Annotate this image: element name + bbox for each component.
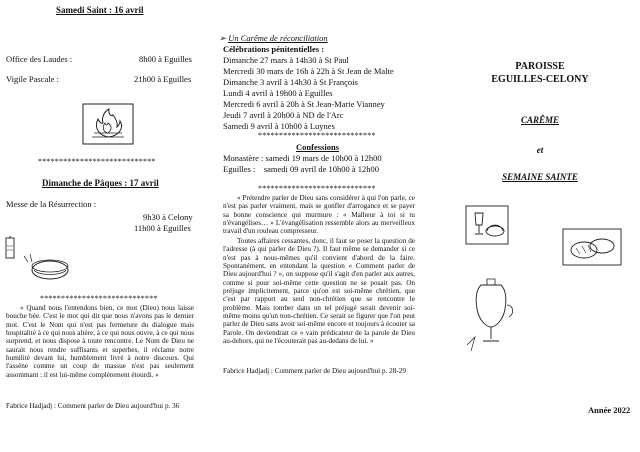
laudes-label: Office des Laudes : <box>6 54 73 64</box>
confessions-title: Confessions <box>296 142 339 152</box>
semaine-sainte-title: SEMAINE SAINTE <box>502 172 578 182</box>
arrow-icon: ➢ <box>219 33 227 43</box>
messe-time-2: 11h00 à Eguilles <box>134 223 191 233</box>
left-quote: « Quand nous l'entendons bien, ce mot (Dieu) nous laisse bouche bée. C'est le mot qui dit que nous n'avons pas le dernier mot. C'est le Nom qui n'est pas fermeture du dialogue mais hospitalité à ce qui nous altère, à ce qui nous ouvre, à ce qui nous surprend, et nous dispose à toute rencontre. Le Nom de Dieu ne saurait nous rendre suffisants et superbes, il réclame notre humilité devant lui, humblement livré à notre discours. Qui l'assène comme un coup de massue n'est pas seulement assommant : il est lui-même complètement étourdi. » <box>6 304 195 379</box>
confession-item: Eguilles : samedi 09 avril de 10h00 à 12h00 <box>223 164 380 174</box>
bread-loaves-illustration <box>562 228 622 266</box>
middle-source <box>223 367 415 376</box>
candle-bowl-illustration <box>4 236 72 284</box>
middle-stars-1: **************************** <box>258 131 376 140</box>
middle-paragraph-1: « Prétendre parler de Dieu sans considérer à qui l'on parle, ce n'est pas parler vraiment, mais se gonfler d'arrogance et se payer sa bonne conscience qui murmure : « Malheur à toi si tu n'évangélises… » L'évangélisation ressemble alors au merveilleux travail d'un rouleau compresseur. <box>223 194 415 236</box>
careme-title: CARÊME <box>520 115 560 125</box>
confession-item: Monastère : samedi 19 mars de 10h00 à 12h00 <box>223 153 382 163</box>
left-source: Fabrice Hadjadj : Comment parler de Dieu aujourd'hui p. 36 <box>6 402 180 410</box>
middle-paragraph-2: Toutes affaires cessantes, donc, il faut se poser la question de l'adresse (à qui parler de Dieu ?). Il faut même se demander si ce n'est pas à nous-mêmes qu'il convient d'abord de la faire. Spontanément, en entendant la question « Comment parler de Dieu aujourd'hui ? », on suppose qu'il s'agit d'en parler aux autres, comme si pour soi-même cette question ne se posait pas. On préjuge implicitement, parce qu'on est soi-même chrétien, que c'est par rapport au seul non-chrétien que se rencontre le problème. Mais tomber dans un tel préjugé serait devenir soi-même moins qu'un non-chrétien. Ce serait se figurer que l'on peut parler de Dieu sans avoir soi-même encore et toujours à écouter sa Parole. On deviendrait ce « vain prédicateur de la parole de Dieu au-dehors, qui ne l'écouterait pas au-dedans de lui. » <box>223 237 415 346</box>
messe-label: Messe de la Résurrection : <box>6 199 97 209</box>
vigile-time: 21h00 à Eguilles <box>134 74 192 84</box>
jug-illustration <box>461 275 519 355</box>
paroisse-title: PAROISSE <box>515 61 565 72</box>
careme-heading <box>219 33 328 43</box>
celebration-item: Samedi 9 avril à 10h00 à Luynes <box>223 121 335 131</box>
vigile-label: Vigile Pascale : <box>6 74 59 84</box>
celebration-item: Lundi 4 avril à 19h00 à Eguilles <box>223 88 333 98</box>
left-stars-2: **************************** <box>40 294 158 303</box>
celebration-item: Jeudi 7 avril à 20h00 à ND de l'Arc <box>223 110 344 120</box>
bread-wine-illustration <box>465 205 509 245</box>
dimanche-paques-title: Dimanche de Pâques : 17 avril <box>42 178 159 188</box>
celebration-item: Dimanche 3 avril à 14h30 à St François <box>223 77 358 87</box>
middle-stars-2: **************************** <box>258 184 376 193</box>
laudes-time: 8h00 à Eguilles <box>139 54 192 64</box>
celebration-item: Dimanche 27 mars à 14h30 à St Paul <box>223 55 349 65</box>
samedi-saint-title: Samedi Saint : 16 avril <box>56 5 144 15</box>
parish-name: EGUILLES-CELONY <box>491 74 589 85</box>
annee: Année 2022 <box>588 405 631 415</box>
fire-illustration <box>82 103 134 145</box>
careme-heading-text: Un Carême de réconciliation <box>228 33 328 43</box>
celebrations-title: Célébrations pénitentielles : <box>223 44 325 54</box>
middle-source-text: Fabrice Hadjadj : Comment parler de Dieu aujourd'hui p. 28-29 <box>223 367 406 375</box>
et-word: et <box>536 145 544 155</box>
celebration-item: Mercredi 30 mars de 16h à 22h à St Jean de Malte <box>223 66 394 76</box>
celebration-item: Mercredi 6 avril à 20h à St Jean-Marie Vianney <box>223 99 385 109</box>
messe-time-1: 9h30 à Celony <box>143 212 193 222</box>
left-stars-1: **************************** <box>38 157 156 166</box>
